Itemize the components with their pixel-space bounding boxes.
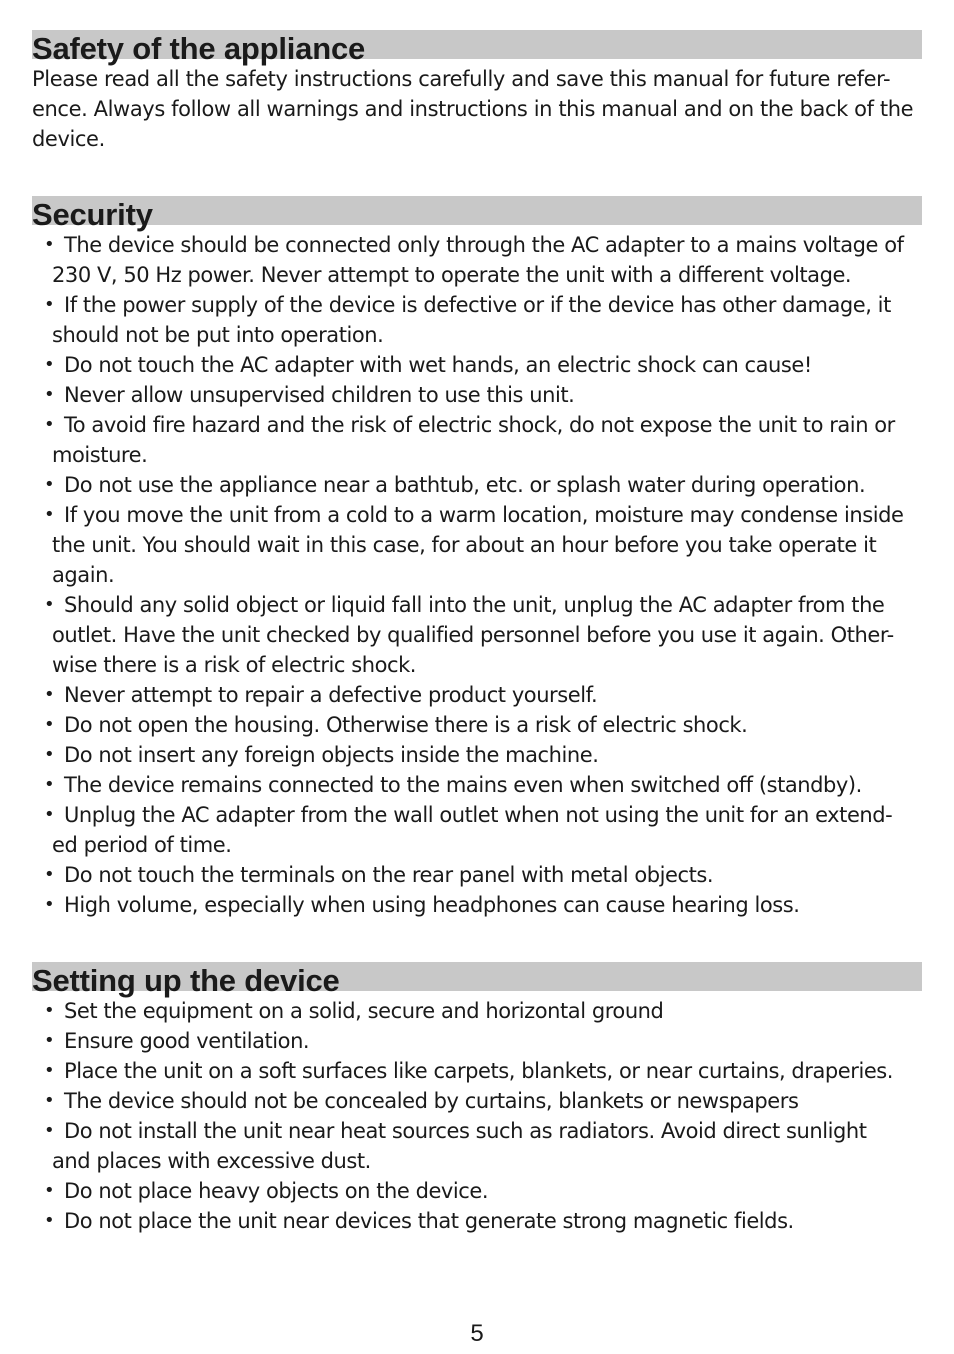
- list-item: [32, 410, 922, 470]
- bullet-icon: •: [44, 684, 55, 705]
- bullet-icon: •: [44, 414, 55, 435]
- bullet-icon: •: [44, 1030, 55, 1051]
- list-item-text: Never attempt to repair a defective product yourself.: [64, 683, 598, 707]
- list-item-text: Ensure good ventilation.: [64, 1029, 310, 1053]
- bullet-icon: •: [44, 1060, 55, 1081]
- list-item-text: Set the equipment on a solid, secure and horizontal ground: [64, 999, 664, 1023]
- list-item: [32, 890, 922, 920]
- list-item-text: The device should not be concealed by curtains, blankets or newspapers: [64, 1089, 799, 1113]
- list-item-text: Unplug the AC adapter from the wall outlet when not using the unit for an extend- ed period of time.: [52, 803, 893, 857]
- section-heading-bar: [32, 30, 922, 66]
- list-item: [32, 860, 922, 890]
- list-item: [32, 1056, 922, 1086]
- security-list: [32, 230, 922, 920]
- list-item-text: Do not place the unit near devices that generate strong magnetic fields.: [64, 1209, 794, 1233]
- safety-intro-text: Please read all the safety instructions carefully and save this manual for future refer- ence. Always follow all warnings and instructions in this manual and on the back of the device.: [32, 67, 914, 151]
- list-item: [32, 1026, 922, 1056]
- list-item: [32, 770, 922, 800]
- list-item: [32, 740, 922, 770]
- list-item-text: Do not place heavy objects on the device.: [64, 1179, 489, 1203]
- list-item: [32, 500, 922, 590]
- bullet-icon: •: [44, 594, 55, 615]
- manual-page: [32, 30, 922, 1236]
- section-security: [32, 196, 922, 920]
- list-item: [32, 680, 922, 710]
- bullet-icon: •: [44, 1180, 55, 1201]
- bullet-icon: •: [44, 804, 55, 825]
- bullet-icon: •: [44, 744, 55, 765]
- list-item: [32, 1086, 922, 1116]
- bullet-icon: •: [44, 474, 55, 495]
- list-item: [32, 1176, 922, 1206]
- bullet-icon: •: [44, 1120, 55, 1141]
- list-item: [32, 1206, 922, 1236]
- list-item-text: Should any solid object or liquid fall into the unit, unplug the AC adapter from the outlet. Have the unit checked by qualified personnel before you use it again. Other- wise there is a risk of electric shock.: [52, 593, 894, 677]
- list-item-text: If you move the unit from a cold to a warm location, moisture may condense inside the unit. You should wait in this case, for about an hour before you take operate it again.: [52, 503, 904, 587]
- list-item: [32, 800, 922, 860]
- list-item-text: Do not open the housing. Otherwise there is a risk of electric shock.: [64, 713, 748, 737]
- list-item: [32, 380, 922, 410]
- section-title-setup: Setting up the device: [32, 963, 340, 998]
- section-title-security: Security: [32, 197, 153, 232]
- list-item-text: The device should be connected only through the AC adapter to a mains voltage of 230 V, 50 Hz power. Never attempt to operate the unit with a different voltage.: [52, 233, 904, 287]
- bullet-icon: •: [44, 774, 55, 795]
- bullet-icon: •: [44, 384, 55, 405]
- list-item: [32, 1116, 922, 1176]
- list-item-text: The device remains connected to the mains even when switched off (standby).: [64, 773, 862, 797]
- bullet-icon: •: [44, 1000, 55, 1021]
- section-title-safety: Safety of the appliance: [32, 31, 366, 66]
- bullet-icon: •: [44, 234, 55, 255]
- list-item-text: Place the unit on a soft surfaces like carpets, blankets, or near curtains, draperies.: [64, 1059, 894, 1083]
- bullet-icon: •: [44, 1090, 55, 1111]
- list-item: [32, 350, 922, 380]
- list-item: [32, 996, 922, 1026]
- list-item-text: Do not touch the terminals on the rear panel with metal objects.: [64, 863, 714, 887]
- list-item-text: Never allow unsupervised children to use this unit.: [64, 383, 575, 407]
- section-safety: [32, 30, 922, 154]
- list-item: [32, 590, 922, 680]
- list-item-text: If the power supply of the device is defective or if the device has other damage, it should not be put into operation.: [52, 293, 891, 347]
- bullet-icon: •: [44, 294, 55, 315]
- list-item-text: Do not touch the AC adapter with wet hands, an electric shock can cause!: [64, 353, 812, 377]
- setup-list: [32, 996, 922, 1236]
- page-number: 5: [470, 1320, 484, 1347]
- list-item: [32, 470, 922, 500]
- list-item-text: To avoid fire hazard and the risk of electric shock, do not expose the unit to rain or moisture.: [52, 413, 895, 467]
- bullet-icon: •: [44, 354, 55, 375]
- list-item: [32, 230, 922, 290]
- bullet-icon: •: [44, 1210, 55, 1231]
- list-item: [32, 290, 922, 350]
- bullet-icon: •: [44, 894, 55, 915]
- section-heading-bar: [32, 962, 922, 998]
- list-item-text: Do not install the unit near heat sources such as radiators. Avoid direct sunlight and places with excessive dust.: [52, 1119, 867, 1173]
- bullet-icon: •: [44, 504, 55, 525]
- list-item-text: Do not use the appliance near a bathtub, etc. or splash water during operation.: [64, 473, 866, 497]
- bullet-icon: •: [44, 864, 55, 885]
- section-setup: [32, 962, 922, 1236]
- bullet-icon: •: [44, 714, 55, 735]
- list-item: [32, 710, 922, 740]
- list-item-text: High volume, especially when using headphones can cause hearing loss.: [64, 893, 800, 917]
- list-item-text: Do not insert any foreign objects inside the machine.: [64, 743, 599, 767]
- section-heading-bar: [32, 196, 922, 232]
